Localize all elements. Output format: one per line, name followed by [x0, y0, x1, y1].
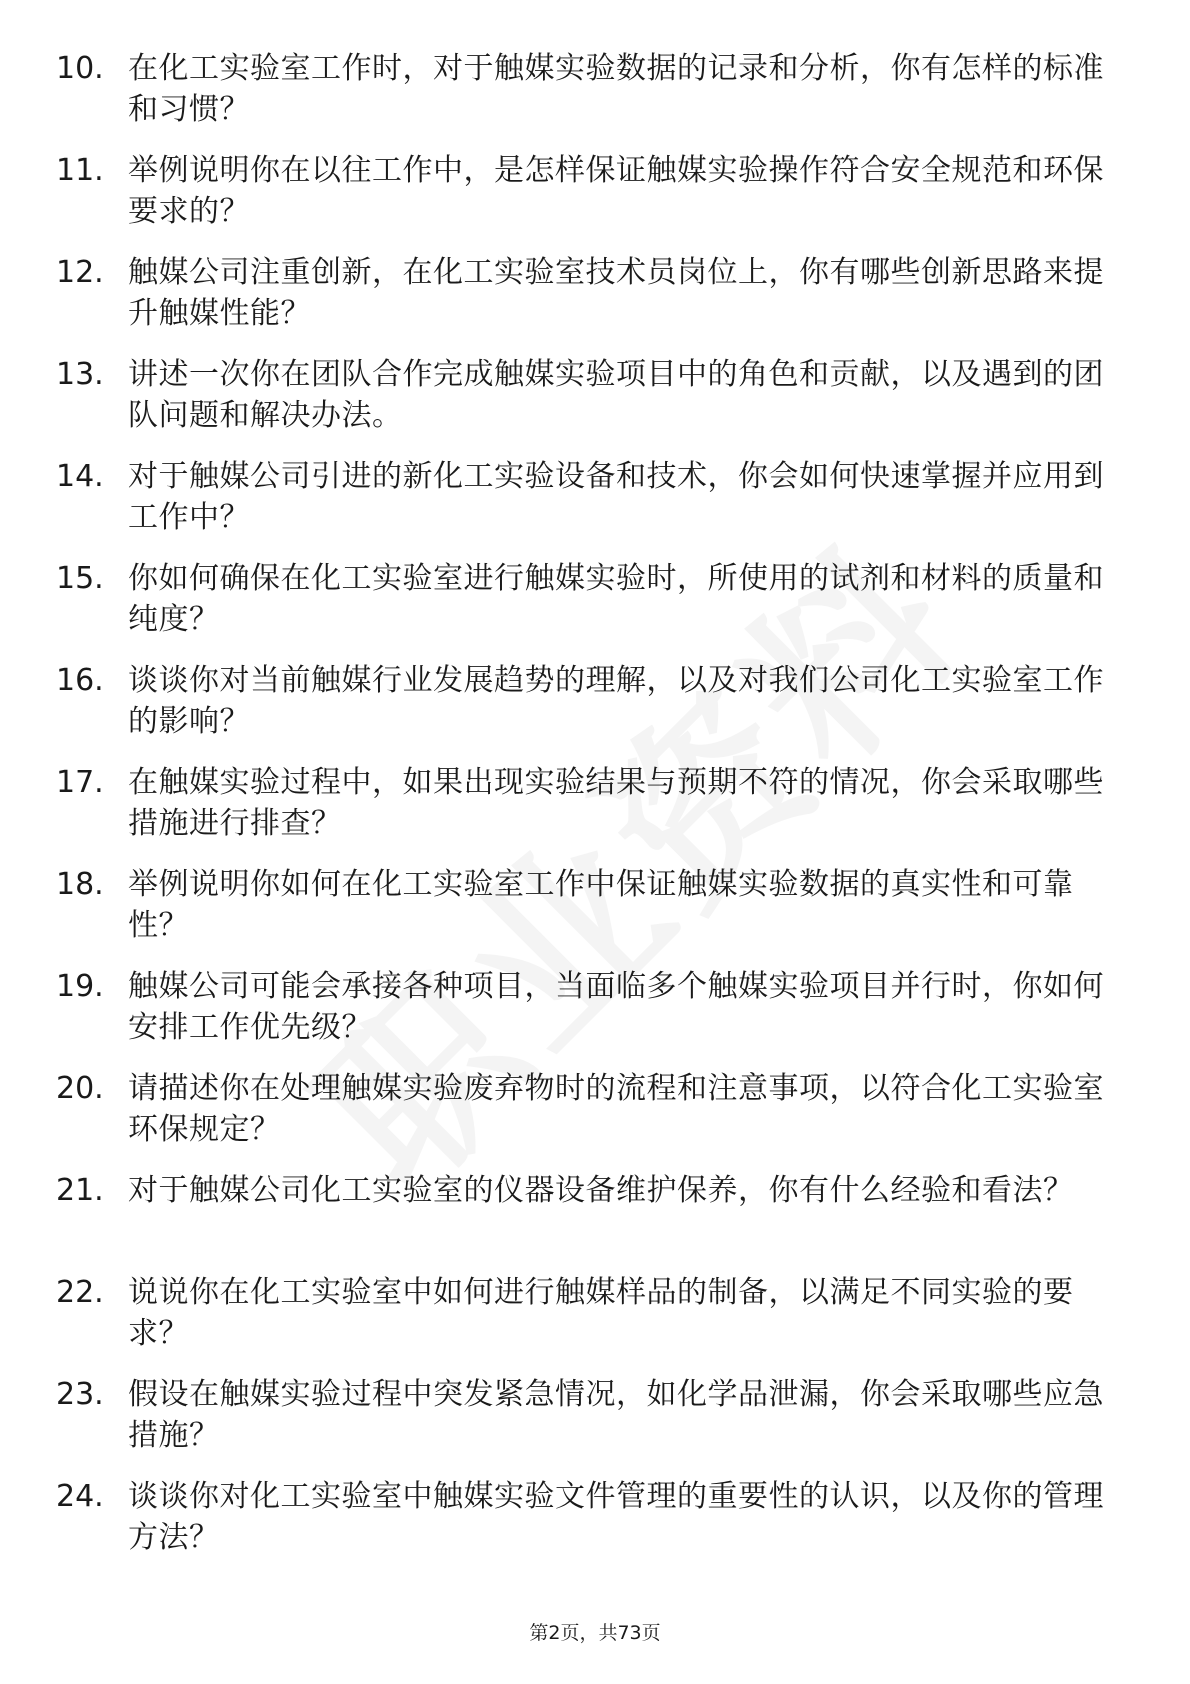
question-number: 15.	[56, 561, 104, 596]
question-text: 你如何确保在化工实验室进行触媒实验时，所使用的试剂和材料的质量和纯度？	[128, 561, 1104, 637]
question-text: 对于触媒公司化工实验室的仪器设备维护保养，你有什么经验和看法？	[128, 1173, 1074, 1208]
question-item	[56, 1068, 1116, 1170]
question-number: 16.	[56, 663, 104, 698]
question-number: 20.	[56, 1071, 104, 1106]
question-text: 举例说明你如何在化工实验室工作中保证触媒实验数据的真实性和可靠性？	[128, 867, 1074, 943]
question-text: 对于触媒公司引进的新化工实验设备和技术，你会如何快速掌握并应用到工作中？	[128, 459, 1104, 535]
question-text: 在化工实验室工作时，对于触媒实验数据的记录和分析，你有怎样的标准和习惯？	[128, 51, 1104, 127]
question-text: 触媒公司可能会承接各种项目，当面临多个触媒实验项目并行时，你如何安排工作优先级？	[128, 969, 1104, 1045]
page-footer: 第2页，共73页	[529, 1622, 661, 1644]
question-number: 14.	[56, 459, 104, 494]
question-text: 谈谈你对化工实验室中触媒实验文件管理的重要性的认识，以及你的管理方法？	[128, 1479, 1104, 1555]
question-text: 在触媒实验过程中，如果出现实验结果与预期不符的情况，你会采取哪些措施进行排查？	[128, 765, 1104, 841]
question-item	[56, 864, 1116, 966]
question-item	[56, 966, 1116, 1068]
question-item	[56, 252, 1116, 354]
question-text: 谈谈你对当前触媒行业发展趋势的理解，以及对我们公司化工实验室工作的影响？	[128, 663, 1104, 739]
question-text: 说说你在化工实验室中如何进行触媒样品的制备，以满足不同实验的要求？	[128, 1275, 1074, 1351]
question-number: 22.	[56, 1275, 104, 1310]
question-item	[56, 1476, 1116, 1578]
question-number: 24.	[56, 1479, 104, 1514]
question-text: 假设在触媒实验过程中突发紧急情况，如化学品泄漏，你会采取哪些应急措施？	[128, 1377, 1104, 1453]
question-number: 11.	[56, 153, 104, 188]
question-number: 17.	[56, 765, 104, 800]
question-item	[56, 558, 1116, 660]
question-text: 讲述一次你在团队合作完成触媒实验项目中的角色和贡献，以及遇到的团队问题和解决办法。	[128, 357, 1104, 433]
question-text: 触媒公司注重创新，在化工实验室技术员岗位上，你有哪些创新思路来提升触媒性能？	[128, 255, 1104, 331]
question-text: 请描述你在处理触媒实验废弃物时的流程和注意事项，以符合化工实验室环保规定？	[128, 1071, 1104, 1147]
question-item	[56, 660, 1116, 762]
question-item	[56, 456, 1116, 558]
question-item	[56, 1170, 1116, 1272]
question-item	[56, 762, 1116, 864]
question-item	[56, 150, 1116, 252]
question-number: 10.	[56, 51, 104, 86]
question-item	[56, 354, 1116, 456]
question-text: 举例说明你在以往工作中，是怎样保证触媒实验操作符合安全规范和环保要求的？	[128, 153, 1104, 229]
question-list	[56, 48, 1116, 1578]
question-number: 19.	[56, 969, 104, 1004]
question-number: 18.	[56, 867, 104, 902]
question-number: 12.	[56, 255, 104, 290]
question-item	[56, 48, 1116, 150]
question-number: 13.	[56, 357, 104, 392]
question-item	[56, 1272, 1116, 1374]
question-number: 23.	[56, 1377, 104, 1412]
question-number: 21.	[56, 1173, 104, 1208]
question-item	[56, 1374, 1116, 1476]
